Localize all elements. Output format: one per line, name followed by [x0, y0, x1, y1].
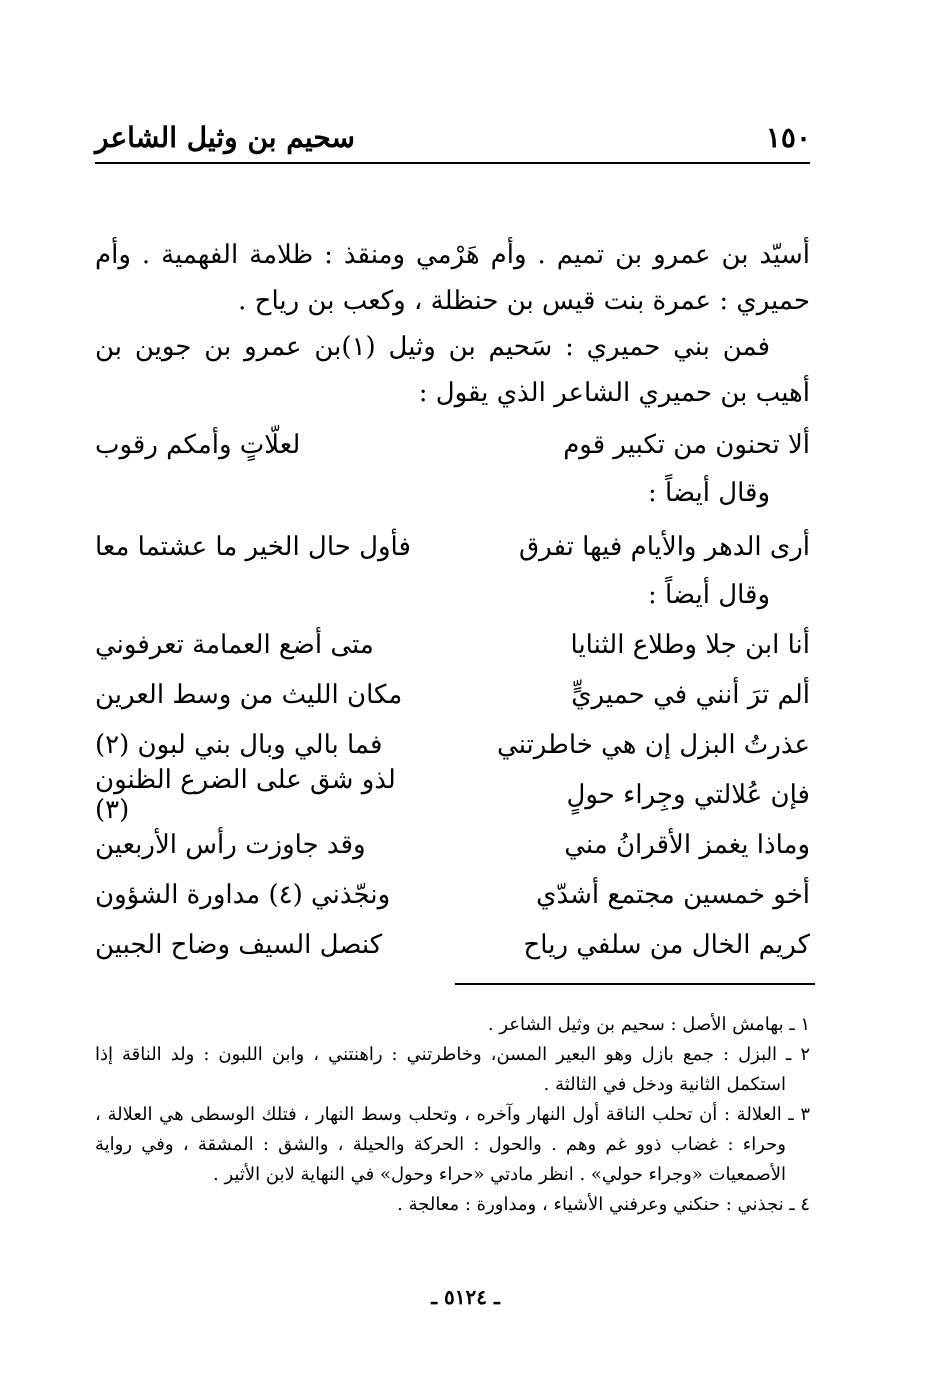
footer-page-number: ـ ٥١٢٤ ـ: [431, 1285, 500, 1309]
header-title: سحيم بن وثيل الشاعر: [95, 121, 355, 154]
verse-line: [95, 522, 810, 572]
verse-second-hemistich: فأول حال الخير ما عشتما معا: [95, 532, 411, 562]
footnotes: [95, 1010, 810, 1220]
verse-first-hemistich: كريم الخال من سلفي رياح: [523, 930, 810, 960]
verse-second-hemistich: لذو شق على الضرع الظنون (٣): [95, 765, 396, 825]
verse-second-hemistich: فما بالي وبال بني لبون (٢): [95, 730, 383, 760]
footnote-divider: [455, 983, 815, 985]
poem: [95, 620, 810, 970]
verse-second-hemistich: لعلّاتٍ وأمكم رقوب: [95, 430, 301, 460]
poem-line: [95, 620, 810, 670]
poem-line: [95, 670, 810, 720]
verse-intro: وقال أيضاً :: [647, 580, 770, 610]
verse-first-hemistich: أنا ابن جلا وطلاع الثنايا: [570, 630, 810, 660]
footnote-2: ٢ ـ البزل : جمع بازل وهو البعير المسن، وخاطرتني : راهنتني ، وابن اللبون : ولد الناقة إذا استكمل الثانية ودخل في الثالثة .: [95, 1044, 810, 1095]
paragraph-1: أسيّد بن عمرو بن تميم . وأم هَرْمي ومنقذ : ظلامة الفهمية . وأم حميري : عمرة بنت قيس بن حنظلة ، وكعب بن رياح .: [95, 240, 810, 316]
verse-first-hemistich: ألم ترَ أنني في حميريٍّ: [571, 680, 810, 710]
header-divider: [95, 162, 810, 164]
verse-second-hemistich: وقد جاوزت رأس الأربعين: [95, 830, 366, 860]
verse-second-hemistich: كنصل السيف وضاح الجبين: [95, 930, 383, 960]
footnote-1: ١ ـ بهامش الأصل : سحيم بن وثيل الشاعر .: [487, 1014, 810, 1035]
poem-line: [95, 920, 810, 970]
verse-first-hemistich: وماذا يغمز الأقرانُ مني: [564, 830, 810, 860]
verse-first-hemistich: أرى الدهر والأيام فيها تفرق: [519, 532, 810, 562]
footnote-4: ٤ ـ نجذني : حنكني وعرفني الأشياء ، ومداورة : معالجة .: [397, 1194, 810, 1215]
poem-line: [95, 765, 810, 825]
verse-second-hemistich: متى أضع العمامة تعرفوني: [95, 630, 374, 660]
verse-first-hemistich: أخو خمسين مجتمع أشدّي: [536, 880, 810, 910]
running-header: [95, 115, 811, 160]
verse-second-hemistich: مكان الليث من وسط العرين: [95, 680, 403, 710]
poem-line: [95, 870, 810, 920]
footnote-3: ٣ ـ العلالة : أن تحلب الناقة أول النهار وآخره ، وتحلب وسط النهار ، فتلك الوسطى هي العلالة ، وحراء : غضاب ذوو غم وهم . والحول : الحركة والحيلة ، والشق : المشقة ، وفي رواية الأصمعيات «وجراء حولي» . انظر مادتي «حراء وحول» في النهاية لابن الأثير .: [95, 1104, 810, 1185]
verse-block-1: [95, 420, 810, 516]
verse-second-hemistich: ونجّذني (٤) مداورة الشؤون: [95, 880, 391, 910]
poem-line: [95, 720, 810, 770]
poem-line: [95, 820, 810, 870]
verse-first-hemistich: عذرتُ البزل إن هي خاطرتني: [497, 730, 810, 760]
verse-first-hemistich: ألا تحنون من تكبير قوم: [563, 430, 810, 460]
body-text: [95, 232, 810, 416]
verse-intro: وقال أيضاً :: [647, 478, 770, 508]
verse-first-hemistich: فإن عُلالتي وجِراء حولٍ: [566, 780, 810, 810]
verse-block-2: [95, 522, 810, 618]
header-page-number: ١٥٠: [765, 121, 811, 154]
paragraph-2: فمن بني حميري : سَحيم بن وثيل (١)بن عمرو بن جوين بن أهيب بن حميري الشاعر الذي يقول :: [95, 332, 810, 408]
verse-line: [95, 420, 810, 470]
